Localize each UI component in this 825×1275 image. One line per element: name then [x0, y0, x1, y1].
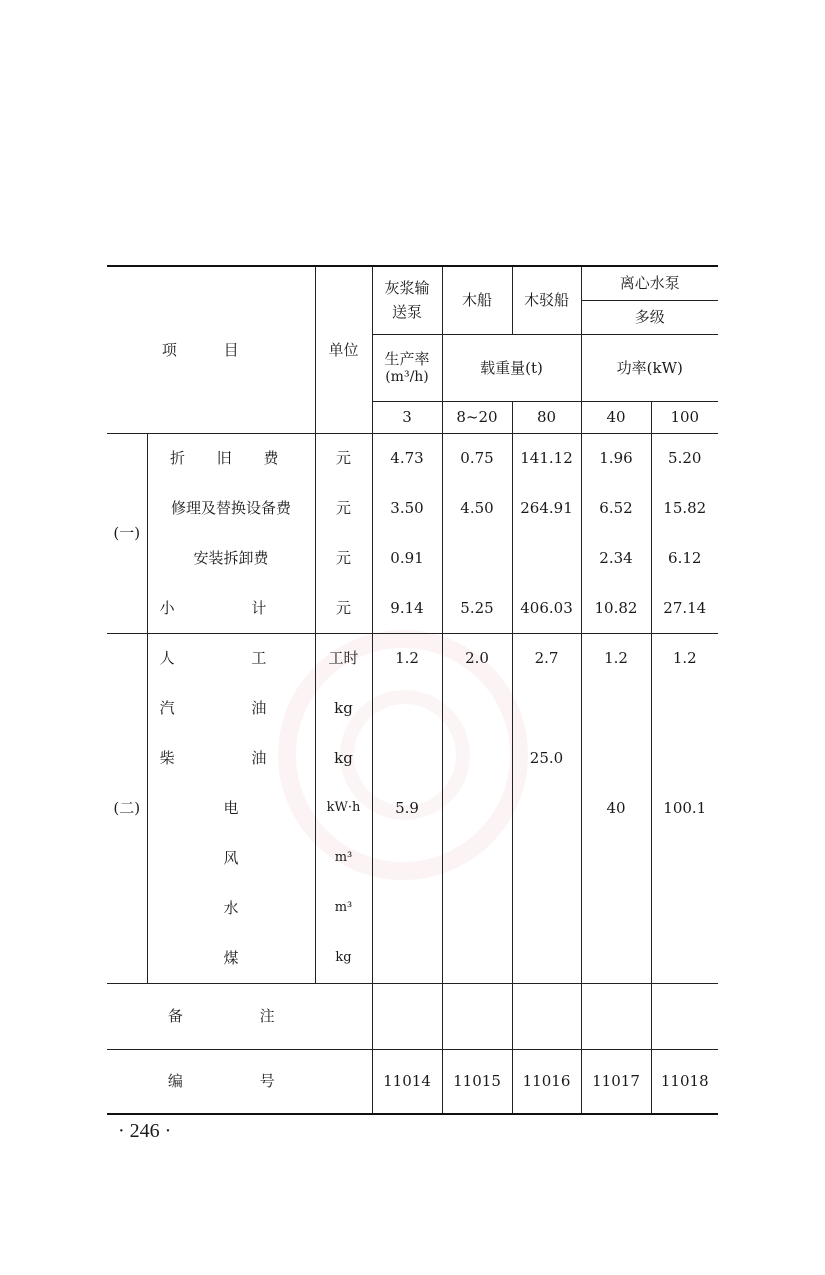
remarks-cell — [372, 984, 442, 1050]
cell-value: 6.12 — [651, 534, 718, 584]
cell-value: 2.7 — [512, 634, 581, 684]
code-value: 11015 — [442, 1050, 512, 1114]
code-row — [107, 1050, 718, 1114]
cell-value: 3.50 — [372, 484, 442, 534]
cell-value — [372, 834, 442, 884]
row-name: 风 — [147, 834, 315, 884]
row-name: 安装拆卸费 — [147, 534, 315, 584]
cell-value — [442, 684, 512, 734]
table-row — [107, 534, 718, 584]
header-row-machines — [107, 266, 718, 335]
cell-value: 15.82 — [651, 484, 718, 534]
row-name: 人 工 — [147, 634, 315, 684]
spec-value: 3 — [372, 402, 442, 434]
row-name: 水 — [147, 884, 315, 934]
cell-value — [372, 734, 442, 784]
code-value: 11018 — [651, 1050, 718, 1114]
remarks-cell — [651, 984, 718, 1050]
cell-value: 1.2 — [581, 634, 651, 684]
table-row — [107, 834, 718, 884]
cell-value — [372, 934, 442, 984]
cell-value — [651, 934, 718, 984]
cell-value — [651, 884, 718, 934]
cell-value: 0.91 — [372, 534, 442, 584]
pump-multistage-label: 多级 — [634, 308, 665, 326]
cell-value — [512, 934, 581, 984]
machine-centrifugal-pump — [581, 266, 718, 335]
machine-grout-pump: 灰浆输送泵 — [372, 266, 442, 335]
cell-value — [512, 684, 581, 734]
row-unit: kg — [315, 734, 372, 784]
row-unit: m³ — [315, 884, 372, 934]
row-name: 小 计 — [147, 584, 315, 634]
cell-value: 10.82 — [581, 584, 651, 634]
cell-value — [442, 784, 512, 834]
cell-value — [372, 684, 442, 734]
row-name: 修理及替换设备费 — [147, 484, 315, 534]
param-load: 载重量(t) — [442, 335, 581, 402]
remarks-cell — [581, 984, 651, 1050]
group2-label: (二) — [107, 634, 147, 984]
table-row — [107, 684, 718, 734]
cell-value: 4.50 — [442, 484, 512, 534]
page-number: · 246 · — [118, 1120, 172, 1142]
cell-value: 27.14 — [651, 584, 718, 634]
cell-value — [512, 884, 581, 934]
cell-value — [651, 834, 718, 884]
cell-value: 5.20 — [651, 434, 718, 484]
table-row — [107, 884, 718, 934]
cell-value: 25.0 — [512, 734, 581, 784]
remarks-label: 备 注 — [107, 984, 372, 1050]
row-name: 汽 油 — [147, 684, 315, 734]
cell-value — [581, 734, 651, 784]
cell-value — [442, 834, 512, 884]
cell-value: 2.34 — [581, 534, 651, 584]
spec-value: 100 — [651, 402, 718, 434]
cell-value: 406.03 — [512, 584, 581, 634]
item-header: 项 目 — [107, 266, 315, 434]
machine-wooden-boat: 木船 — [442, 266, 512, 335]
cell-value — [512, 534, 581, 584]
param-rate: 生产率 (m³/h) — [372, 335, 442, 402]
cell-value: 40 — [581, 784, 651, 834]
table-row — [107, 434, 718, 484]
row-unit: 元 — [315, 484, 372, 534]
table-row-subtotal — [107, 584, 718, 634]
code-label: 编 号 — [107, 1050, 372, 1114]
group1-label: (一) — [107, 434, 147, 634]
cell-value — [651, 684, 718, 734]
table-row — [107, 634, 718, 684]
spec-value: 40 — [581, 402, 651, 434]
row-name: 电 — [147, 784, 315, 834]
cell-value: 9.14 — [372, 584, 442, 634]
table-row — [107, 734, 718, 784]
row-unit: kg — [315, 934, 372, 984]
row-unit: 元 — [315, 584, 372, 634]
cell-value — [442, 934, 512, 984]
cell-value — [581, 834, 651, 884]
param-power: 功率(kW) — [581, 335, 718, 402]
cell-value: 100.1 — [651, 784, 718, 834]
row-unit: kg — [315, 684, 372, 734]
unit-header: 单位 — [315, 266, 372, 434]
remarks-cell — [512, 984, 581, 1050]
row-unit: 元 — [315, 534, 372, 584]
machine-wooden-barge: 木驳船 — [512, 266, 581, 335]
table-row — [107, 934, 718, 984]
cell-value — [442, 884, 512, 934]
row-unit: 元 — [315, 434, 372, 484]
machine-cost-table — [107, 265, 718, 1115]
cell-value: 5.9 — [372, 784, 442, 834]
cell-value: 5.25 — [442, 584, 512, 634]
code-value: 11014 — [372, 1050, 442, 1114]
cell-value: 1.2 — [372, 634, 442, 684]
cell-value: 4.73 — [372, 434, 442, 484]
cell-value — [512, 834, 581, 884]
cell-value: 0.75 — [442, 434, 512, 484]
spec-value: 80 — [512, 402, 581, 434]
row-unit: 工时 — [315, 634, 372, 684]
row-unit: m³ — [315, 834, 372, 884]
cell-value — [581, 684, 651, 734]
code-value: 11017 — [581, 1050, 651, 1114]
cell-value — [581, 934, 651, 984]
row-unit: kW·h — [315, 784, 372, 834]
remarks-cell — [442, 984, 512, 1050]
cell-value: 2.0 — [442, 634, 512, 684]
cell-value — [512, 784, 581, 834]
row-name: 煤 — [147, 934, 315, 984]
cell-value: 264.91 — [512, 484, 581, 534]
cell-value: 1.2 — [651, 634, 718, 684]
table-row — [107, 784, 718, 834]
spec-value: 8~20 — [442, 402, 512, 434]
code-value: 11016 — [512, 1050, 581, 1114]
row-name: 折 旧 费 — [147, 434, 315, 484]
cell-value: 1.96 — [581, 434, 651, 484]
cell-value — [372, 884, 442, 934]
cell-value — [651, 734, 718, 784]
centrifugal-pump-title: 离心水泵 — [582, 267, 719, 301]
row-name: 柴 油 — [147, 734, 315, 784]
cell-value: 6.52 — [581, 484, 651, 534]
table-row — [107, 484, 718, 534]
remarks-row — [107, 984, 718, 1050]
cell-value: 141.12 — [512, 434, 581, 484]
cell-value — [442, 534, 512, 584]
cell-value — [581, 884, 651, 934]
cell-value — [442, 734, 512, 784]
